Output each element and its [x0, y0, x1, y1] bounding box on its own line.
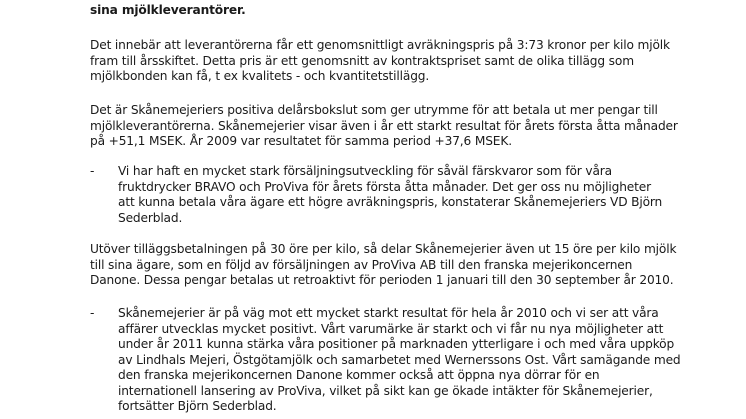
- quote2-line: fortsätter Björn Sederblad.: [118, 399, 277, 413]
- quote2-line: den franska mejerikoncernen Danone kommer också att öppna nya dörrar för en: [118, 368, 600, 382]
- lead-fragment: sina mjölkleverantörer.: [90, 3, 246, 17]
- quote1-line: Sederblad.: [118, 210, 183, 225]
- quote2-line: affärer utvecklas mycket positivt. Vårt varumärke är starkt och vi får nu nya möjligheter att: [118, 321, 664, 336]
- p2-line: på +51,1 MSEK. År 2009 var resultatet för samma period +37,6 MSEK.: [90, 134, 512, 148]
- p1-line: Det innebär att leverantörerna får ett genomsnittligt avräkningspris på 3:73 kronor per kilo mjölk: [90, 38, 670, 52]
- quote2-line: internationell lansering av ProViva, vilket på sikt kan ge ökade intäkter för Skånemejerier,: [118, 383, 653, 398]
- p2-line: Det är Skånemejeriers positiva delårsbokslut som ger utrymme för att betala ut mer pengar till: [90, 103, 658, 117]
- p3-line: till sina ägare, som en följd av försäljningen av ProViva AB till den franska mejerikoncernen: [90, 257, 633, 272]
- p3-line: Danone. Dessa pengar betalas ut retroaktivt för perioden 1 januari till den 30 september år 2010.: [90, 273, 674, 287]
- p2-line: mjölkleverantörerna. Skånemejerier visar även i år ett starkt resultat för årets första åtta månader: [90, 118, 678, 133]
- p1-line: mjölkbonden kan få, t ex kvalitets - och kvantitetstillägg.: [90, 69, 430, 83]
- quote1-line: fruktdrycker BRAVO och ProViva för årets första åtta månader. Det ger oss nu möjligheter: [118, 179, 651, 194]
- p1-line: fram till årsskiftet. Detta pris är ett genomsnitt av kontraktspriset samt de olika tillägg som: [90, 53, 634, 68]
- quote2-line: av Lindhals Mejeri, Östgötamjölk och samarbetet med Wernerssons Ost. Vårt samägande med: [118, 352, 681, 367]
- quote2-line: Skånemejerier är på väg mot ett mycket starkt resultat för hela år 2010 och vi ser att våra: [118, 306, 659, 320]
- quote1-line: Vi har haft en mycket stark försäljningsutveckling för såväl färskvaror som för våra: [118, 164, 612, 178]
- bullet-marker: -: [90, 306, 95, 320]
- bullet-marker: -: [90, 164, 95, 178]
- p3-line: Utöver tilläggsbetalningen på 30 öre per kilo, så delar Skånemejerier även ut 15 öre per kilo mjölk: [90, 242, 677, 256]
- quote1-line: att kunna betala våra ägare ett högre avräkningspris, konstaterar Skånemejeriers VD Björn: [118, 195, 663, 209]
- quote2-line: under år 2011 kunna stärka våra positioner på marknaden ytterligare i och med våra uppköp: [118, 337, 675, 351]
